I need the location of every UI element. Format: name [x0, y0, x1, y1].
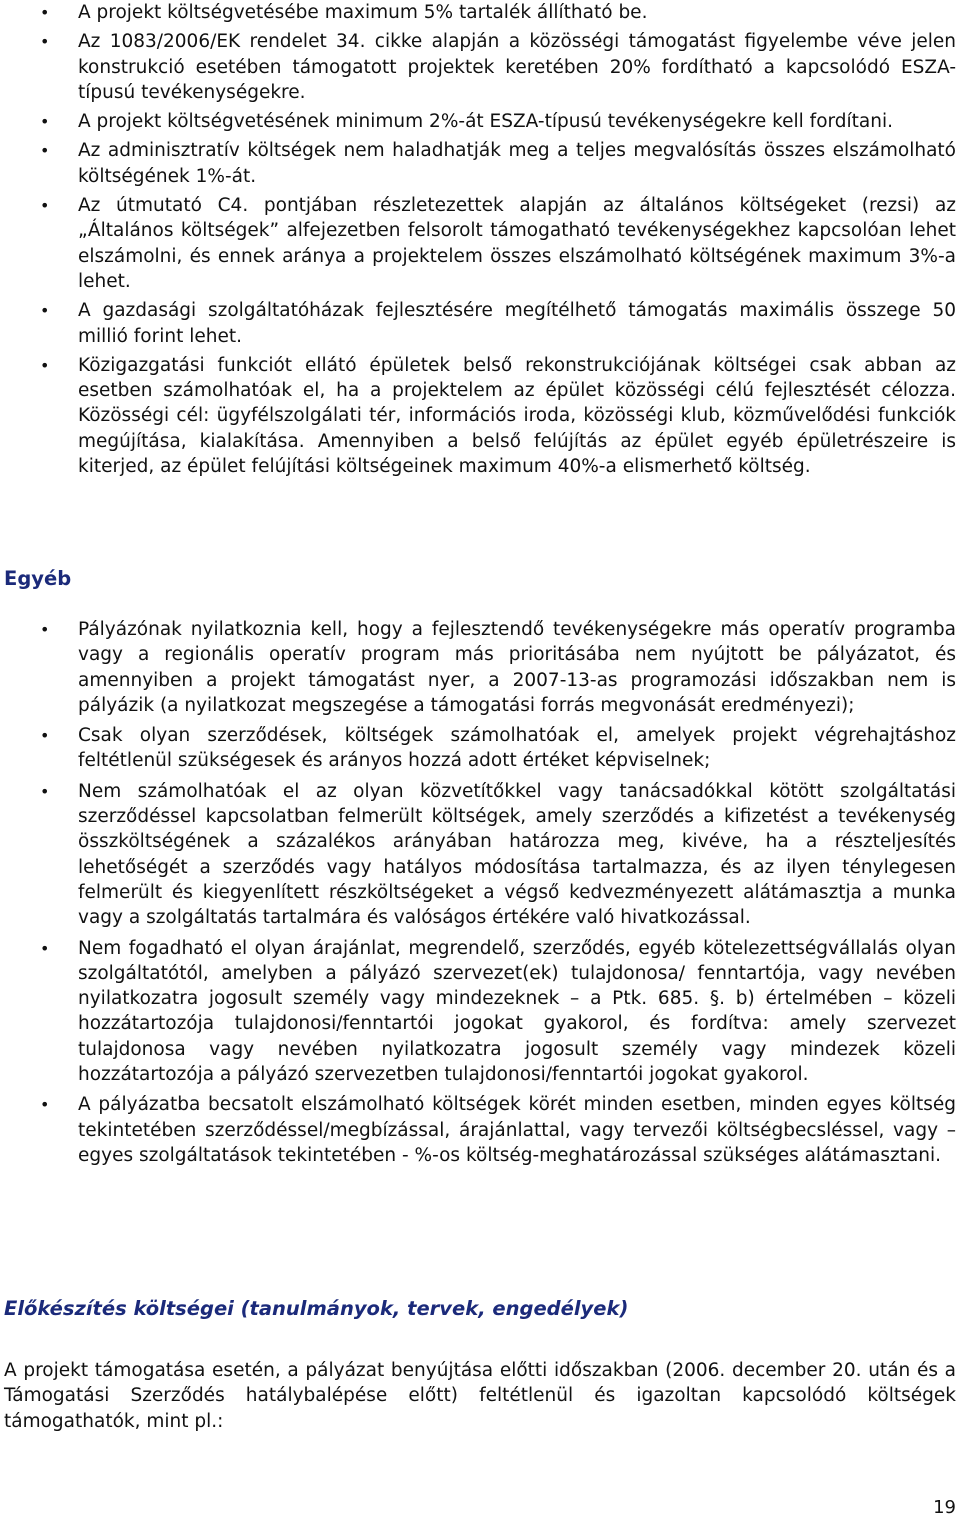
bullet-icon: •: [40, 112, 50, 132]
list-item: [0, 1092, 960, 1168]
list-item: [0, 109, 960, 134]
bullet-icon: •: [40, 726, 50, 746]
list-item: [0, 936, 960, 1088]
list-item: [0, 0, 960, 25]
list-item: [0, 138, 960, 189]
list-item-text: A projekt költségvetésének minimum 2%-át ESZA-típusú tevékenységekre kell fordítani.: [78, 111, 894, 133]
list-item-text: Az adminisztratív költségek nem haladhatják meg a teljes megvalósítás összes elszámolható költségének 1%-át.: [78, 140, 956, 187]
body-paragraph: A projekt támogatása esetén, a pályázat benyújtása előtti időszakban (2006. december 20. után és a Támogatási Szerződés hatálybalépése előtt) feltétlenül és igazoltan kapcsolódó költségek támogathatók, mint pl.:: [4, 1360, 956, 1432]
list-item-text: Csak olyan szerződések, költségek számolhatóak el, amelyek projekt végrehajtáshoz feltétlenül szükségesek és arányos hozzá adott értéket képviselnek;: [78, 725, 956, 772]
limits-bullet-list: [0, 0, 960, 479]
list-item: [0, 353, 960, 479]
list-item: [0, 29, 960, 105]
bullet-icon: •: [40, 301, 50, 321]
list-item-text: Az útmutató C4. pontjában részletezettek alapján az általános költségeket (rezsi) az „Általános költségek” alfejezetben felsorolt támogatható tevékenységekhez kapcsolóan lehet elszámolni, és ennek aránya a projektelem összes elszámolható költségének maximum 3%-a lehet.: [78, 195, 956, 292]
bullet-icon: •: [40, 3, 50, 22]
other-conditions-bullet-list: [0, 617, 960, 1168]
list-item-text: Nem számolhatóak el az olyan közvetítőkkel vagy tanácsadókkal kötött szolgáltatási szerződéssel kapcsolatban felmerült költségek, amely szerződés a kifizetést a tevékenység összköltségének a százalékos arányában határozza meg, kivéve, ha a részteljesítés lehetőségét a szerződés vagy hatályos módosítása tartalmazza, és az ilyen ténylegesen felmerült és kiegyenlített részköltségeket a végső kedvezményezett alátámasztja a munka vagy a szolgáltatás tartalmára és valóságos értékére való hivatkozással.: [78, 780, 956, 929]
bullet-icon: •: [40, 32, 50, 52]
list-item-text: A gazdasági szolgáltatóházak fejlesztésére megítélhető támogatás maximális összege 50 millió forint lehet.: [78, 300, 956, 347]
bullet-icon: •: [40, 1095, 50, 1115]
list-item-text: A projekt költségvetésébe maximum 5% tartalék állítható be.: [78, 2, 648, 23]
bullet-icon: •: [40, 938, 50, 958]
bullet-icon: •: [40, 620, 50, 639]
list-item-text: A pályázatba becsatolt elszámolható költségek körét minden esetben, minden egyes költség tekintetében szerződéssel/megbízással, árajánlattal, vagy tervezői költségbecsléssel, vagy – egyes szolgáltatások tekintetében - %-os költség-meghatározással szükséges alátámasztani.: [78, 1094, 956, 1166]
list-item: [0, 723, 960, 774]
list-item: [0, 779, 960, 931]
section-heading-preparation-costs: Előkészítés költségei (tanulmányok, tervek, engedélyek): [4, 1297, 629, 1320]
bullet-icon: •: [40, 781, 50, 801]
list-item-text: Az 1083/2006/EK rendelet 34. cikke alapján a közösségi támogatást figyelembe véve jelen konstrukció esetében támogatott projektek keretében 20% fordítható a kapcsolódó ESZA-típusú tevékenységekre.: [78, 31, 956, 103]
list-item: [0, 193, 960, 294]
section-heading-egyeb: Egyéb: [4, 567, 72, 590]
list-item: [0, 617, 960, 718]
bullet-icon: •: [40, 196, 50, 216]
page-number: 19: [933, 1497, 956, 1518]
list-item-text: Pályázónak nyilatkoznia kell, hogy a fejlesztendő tevékenységekre más operatív programba vagy a regionális operatív program más prioritásába nem nyújtott be pályázatot, és amennyiben a projekt támogatást nyer, a 2007-13-as programozási időszakban nem is pályázik (a nyilatkozat megszegése a támogatási forrás megvonását eredményezi);: [78, 619, 956, 716]
bullet-icon: •: [40, 141, 50, 161]
list-item-text: Közigazgatási funkciót ellátó épületek belső rekonstrukciójának költségei csak abban az esetben számolhatóak el, ha a projektelem az épület közösségi célú fejlesztését célozza. Közösségi cél: ügyfélszolgálati tér, információs iroda, közösségi klub, közművelődési funkciók megújítása, kialakítása. Amennyiben a belső felújítás az épület egyéb épületrészeire is kiterjed, az épület felújítási költségeinek maximum 40%-a elismerhető költség.: [78, 354, 956, 478]
list-item: [0, 298, 960, 349]
bullet-icon: •: [40, 355, 50, 375]
list-item-text: Nem fogadható el olyan árajánlat, megrendelő, szerződés, egyéb kötelezettségvállalás olyan szolgáltatótól, amelyben a pályázó szervezet(ek) tulajdonosa/ fenntartója, vagy nevében nyilatkozatra jogosult személy vagy mindezeknek – a Ptk. 685. §. b) értelmében – közeli hozzátartozója tulajdonosi/fenntartói jogokat gyakorol, és fordítva: amely szervezet tulajdonosa vagy nevében nyilatkozatra jogosult személy vagy mindezek közeli hozzátartozója a pályázó szervezetben tulajdonosi/fenntartói jogokat gyakorol.: [78, 937, 956, 1086]
